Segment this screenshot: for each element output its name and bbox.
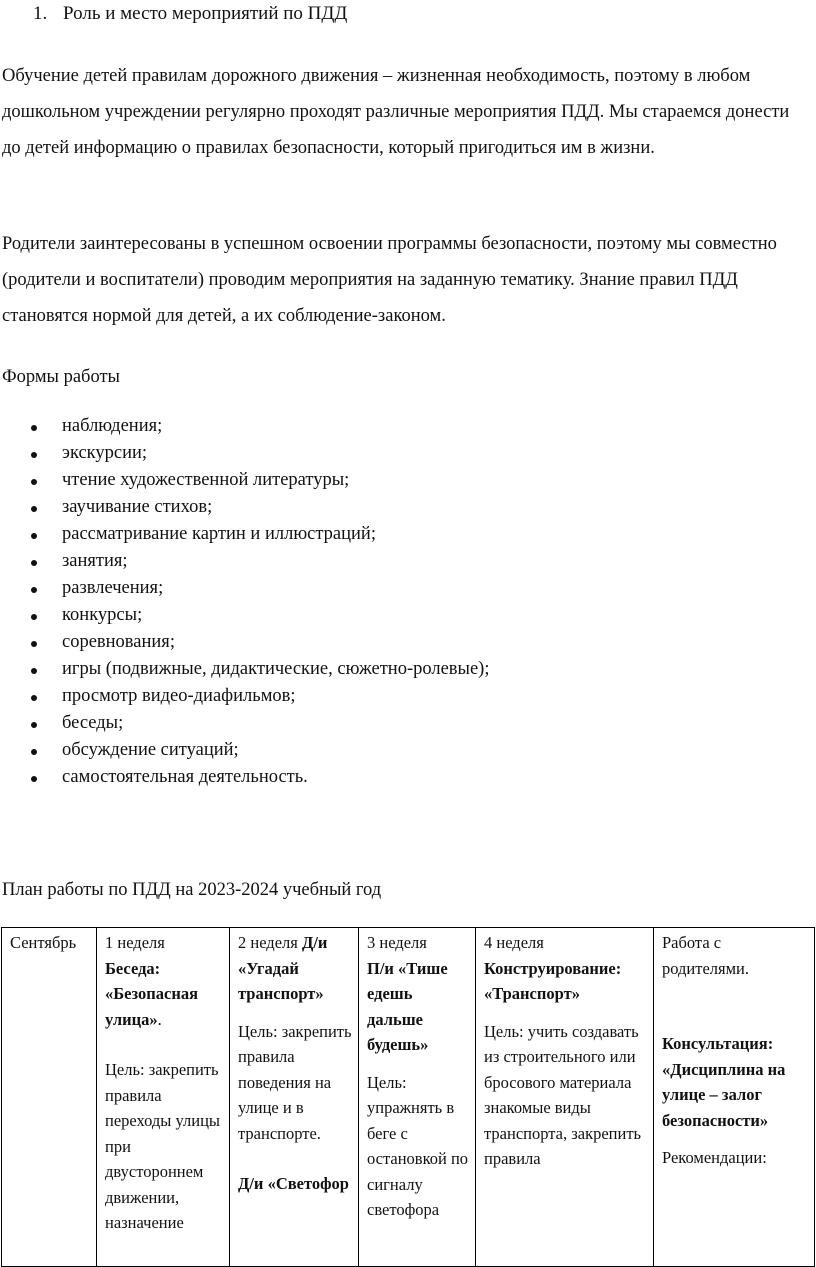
bullet-icon xyxy=(31,587,37,593)
list-item: конкурсы; xyxy=(0,602,490,629)
week4-title: Конструирование: «Транспорт» xyxy=(484,958,622,1003)
bullet-icon xyxy=(31,560,37,566)
week4-label: 4 неделя xyxy=(484,933,544,952)
week3-title: П/и «Тише едешь дальше будешь» xyxy=(367,958,448,1054)
month-cell xyxy=(2,928,97,1267)
list-item: просмотр видео-диафильмов; xyxy=(0,683,490,710)
list-item: игры (подвижные, дидактические, сюжетно-ролевые); xyxy=(0,656,490,683)
week3-cell xyxy=(359,928,476,1267)
list-item: наблюдения; xyxy=(0,413,490,440)
list-item: экскурсии; xyxy=(0,440,490,467)
bullet-icon xyxy=(31,614,37,620)
parents-cell xyxy=(654,928,815,1267)
section-number: 1. xyxy=(33,3,48,24)
bullet-icon xyxy=(31,749,37,755)
parents-paragraph: Родители заинтересованы в успешном освоении программы безопасности, поэтому мы совместно (родители и воспитатели) проводим мероприятия на заданную тематику. Знание правил ПДД становятся нормой для детей, а их соблюдение-законом. xyxy=(2,234,777,326)
bullet-icon xyxy=(31,668,37,674)
week4-goal: Цель: учить создавать из строительного или бросового материала знакомые виды транспорта, закрепить правила xyxy=(484,1021,642,1168)
plan-title: План работы по ПДД на 2023-2024 учебный год xyxy=(2,880,382,900)
list-item: соревнования; xyxy=(0,629,490,656)
week3-goal: Цель: упражнять в беге с остановкой по сигналу светофора xyxy=(367,1072,469,1219)
list-item: развлечения; xyxy=(0,575,490,602)
intro-paragraph: Обучение детей правилам дорожного движения – жизненная необходимость, поэтому в любом дошкольном учреждении регулярно проходят различные мероприятия ПДД. Мы стараемся донести до детей информацию о правилах безопасности, который пригодиться им в жизни. xyxy=(2,66,790,158)
week1-label: 1 неделя xyxy=(105,933,165,952)
week2-label: 2 неделя xyxy=(238,933,298,952)
bullet-icon xyxy=(31,506,37,512)
parents-label: Работа с родителями. xyxy=(662,933,750,978)
week1-title: Беседа: «Безопасная улица» xyxy=(105,958,199,1029)
list-item: самостоятельная деятельность. xyxy=(0,764,490,791)
table-row xyxy=(2,928,815,1267)
list-item: беседы; xyxy=(0,710,490,737)
section-heading xyxy=(33,2,347,26)
week2-goal: Цель: закрепить правила поведения на улице и в транспорте. xyxy=(238,1021,352,1143)
plan-table xyxy=(1,927,815,1267)
list-item: обсуждение ситуаций; xyxy=(0,737,490,764)
week1-goal: Цель: закрепить правила переходы улицы при двустороннем движении, назначение xyxy=(105,1060,221,1232)
week2-cell xyxy=(230,928,359,1267)
bullet-icon xyxy=(31,641,37,647)
bullet-icon xyxy=(31,776,37,782)
list-item: чтение художественной литературы; xyxy=(0,467,490,494)
bullet-icon xyxy=(31,425,37,431)
week1-cell: 1 неделя Беседа: «Безопасная улица». Цель: закрепить правила переходы улицы при двустороннем движении, назначение xyxy=(97,928,230,1267)
bullet-icon xyxy=(31,722,37,728)
parents-note: Рекомендации: xyxy=(662,1148,767,1167)
bullet-icon xyxy=(31,533,37,539)
month-label: Сентябрь xyxy=(10,933,77,952)
list-item: рассматривание картин и иллюстраций; xyxy=(0,521,490,548)
week3-label: 3 неделя xyxy=(367,933,427,952)
forms-list xyxy=(0,413,490,791)
forms-title: Формы работы xyxy=(2,367,120,387)
week4-cell xyxy=(476,928,654,1267)
section-title: Роль и место мероприятий по ПДД xyxy=(63,3,348,24)
week2-title2: Д/и «Светофор xyxy=(238,1174,349,1193)
parents-title: Консультация: «Дисциплина на улице – залог безопасности» xyxy=(662,1034,786,1130)
list-item: заучивание стихов; xyxy=(0,494,490,521)
week2-title: Д/и «Угадай транспорт» xyxy=(238,933,328,1003)
bullet-icon xyxy=(31,695,37,701)
bullet-icon xyxy=(31,479,37,485)
list-item: занятия; xyxy=(0,548,490,575)
bullet-icon xyxy=(31,452,37,458)
